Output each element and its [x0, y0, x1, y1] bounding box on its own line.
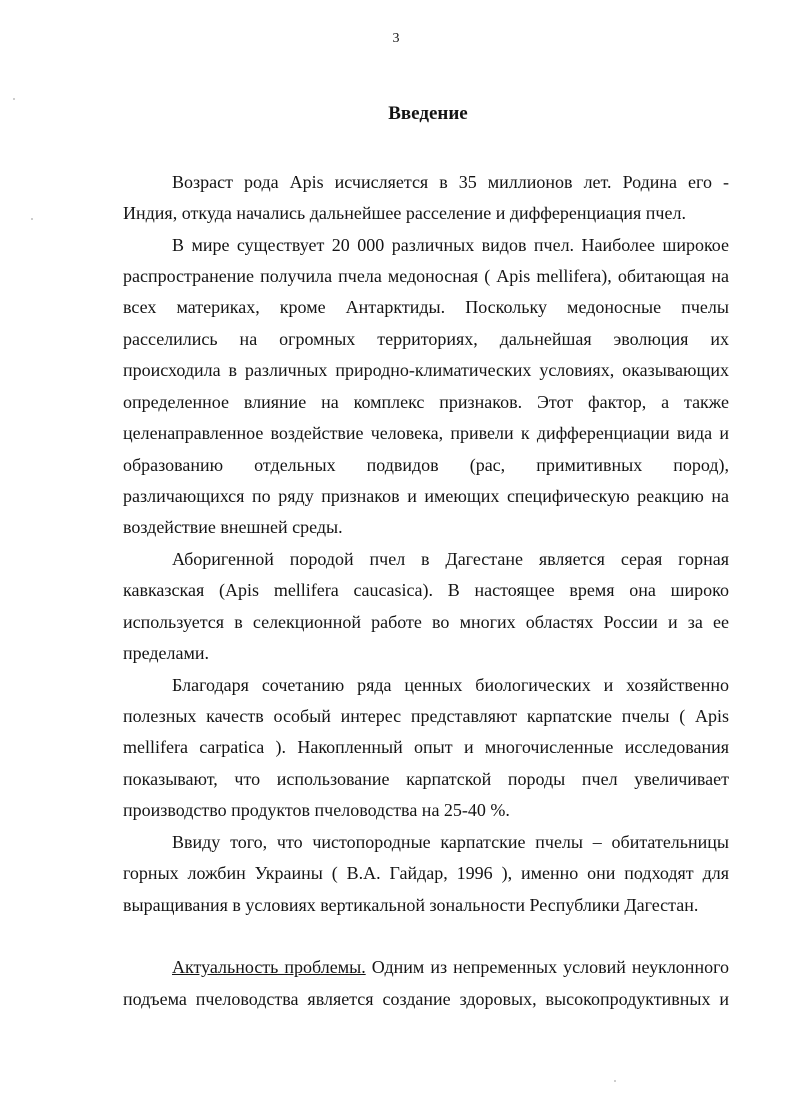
- page-number: 3: [392, 31, 400, 46]
- text-line: Ввиду того, что чистопородные карпатские пчелы – обитательницы: [172, 832, 729, 852]
- scan-speck: [31, 218, 33, 220]
- text-line: всех материках, кроме Антарктиды. Поскольку медоносные пчелы: [123, 297, 729, 317]
- text-line: Аборигенной породой пчел в Дагестане является серая горная: [172, 549, 729, 569]
- text-fragment: Одним из непременных условий неуклонного: [371, 957, 730, 977]
- text-line: целенаправленное воздействие человека, привели к дифференциации вида и: [123, 423, 729, 443]
- text-line: пределами.: [123, 643, 210, 663]
- text-line: производство продуктов пчеловодства на 25-40 %.: [123, 800, 510, 820]
- text-line: различающихся по ряду признаков и имеющих специфическую реакцию на: [123, 486, 729, 506]
- text-line: расселились на огромных территориях, дальнейшая эволюция их: [123, 329, 729, 349]
- text-line: Возраст рода Apis исчисляется в 35 миллионов лет. Родина его -: [172, 172, 729, 192]
- text-line: Благодаря сочетанию ряда ценных биологических и хозяйственно: [172, 675, 729, 695]
- text-line: горных ложбин Украины ( В.А. Гайдар, 1996 ), именно они подходят для: [123, 863, 729, 883]
- text-line: воздействие внешней среды.: [123, 517, 343, 537]
- section-heading: Введение: [388, 103, 468, 124]
- text-line: полезных качеств особый интерес представляют карпатские пчелы ( Apis: [123, 706, 729, 726]
- text-line: распространение получила пчела медоносная ( Apis mellifera), обитающая на: [123, 266, 729, 286]
- text-line: образованию отдельных подвидов (рас, примитивных пород),: [123, 455, 729, 475]
- text-line: В мире существует 20 000 различных видов пчел. Наиболее широкое: [172, 235, 729, 255]
- scan-speck: [614, 1080, 616, 1082]
- text-line: используется в селекционной работе во многих областях России и за ее: [123, 612, 729, 632]
- text-line: Индия, откуда начались дальнейшее расселение и дифференциация пчел.: [123, 203, 686, 223]
- text-line: подъема пчеловодства является создание здоровых, высокопродуктивных и: [123, 989, 729, 1009]
- text-line: [172, 955, 729, 979]
- text-line: mellifera carpatica ). Накопленный опыт и многочисленные исследования: [123, 737, 729, 757]
- text-line: определенное влияние на комплекс признаков. Этот фактор, а также: [123, 392, 729, 412]
- text-line: происходила в различных природно-климатических условиях, оказывающих: [123, 360, 729, 380]
- text-line: выращивания в условиях вертикальной зональности Республики Дагестан.: [123, 895, 699, 915]
- scan-speck: [13, 98, 15, 100]
- text-line: кавказская (Apis mellifera caucasica). В настоящее время она широко: [123, 580, 729, 600]
- section-label: Актуальность проблемы.: [172, 957, 366, 977]
- text-line: показывают, что использование карпатской породы пчел увеличивает: [123, 769, 729, 789]
